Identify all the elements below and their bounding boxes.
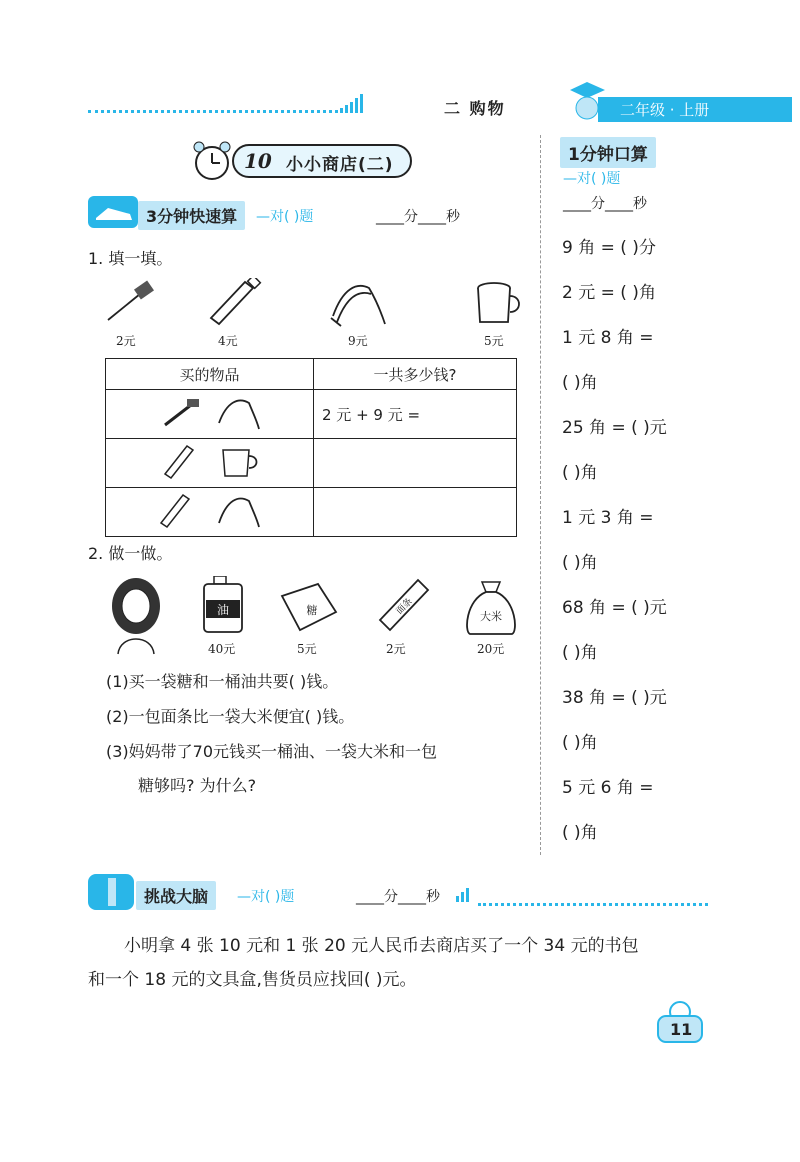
challenge-line1: 小明拿 4 张 10 元和 1 张 20 元人民币去商店买了一个 34 元的书包: [124, 936, 639, 956]
sugar-label: 糖: [306, 604, 318, 617]
q1-price-2: 4元: [218, 334, 238, 348]
mental-item-8: ( )角: [562, 553, 598, 573]
lesson-number: 10: [244, 149, 272, 173]
q1-label: 1. 填一填。: [88, 249, 173, 268]
lesson-title: 小小商店(二): [286, 155, 394, 175]
q1-table-header-total: 一共多少钱?: [314, 359, 517, 390]
q1-row3-items: [106, 488, 314, 537]
speed-section-title: 3分钟快速算: [138, 201, 245, 230]
q2-price-sugar: 5元: [297, 642, 317, 656]
q2-sub1: (1)买一袋糖和一桶油共要( )钱。: [106, 672, 339, 691]
mental-item-11: 38 角 = ( )元: [562, 688, 667, 708]
speed-time-min: 分: [404, 209, 418, 225]
mental-title: 1分钟口算: [560, 137, 656, 168]
challenge-title: 挑战大脑: [136, 881, 216, 910]
mental-item-12: ( )角: [562, 733, 598, 753]
q1-row2-items: [106, 439, 314, 488]
q2-sub2: (2)一包面条比一袋大米便宜( )钱。: [106, 707, 355, 726]
mental-item-3: 1 元 8 角 =: [562, 328, 654, 348]
lesson-title-box: [232, 144, 412, 178]
speed-time: ____分____秒: [376, 209, 460, 225]
q2-price-rice: 20元: [477, 642, 505, 656]
speed-score: —对( )题: [256, 209, 314, 225]
q2-price-oil: 40元: [208, 642, 236, 656]
mental-item-4: ( )角: [562, 373, 598, 393]
mental-item-6: ( )角: [562, 463, 598, 483]
giraffe-icon: [88, 874, 134, 910]
toothpaste-icon: [205, 278, 265, 328]
mental-time-sec: 秒: [633, 196, 647, 212]
q2-price-noodles: 2元: [386, 642, 406, 656]
q1-price-1: 2元: [116, 334, 136, 348]
q1-row1-items: [106, 390, 314, 439]
challenge-time: ____分____秒: [356, 889, 440, 905]
q1-row2-answer[interactable]: [314, 439, 517, 488]
q2-label: 2. 做一做。: [88, 544, 173, 563]
challenge-dotted-line: [478, 903, 708, 906]
page-number: 11: [670, 1020, 693, 1039]
mental-item-14: ( )角: [562, 823, 598, 843]
challenge-time-min: 分: [384, 889, 398, 905]
challenge-line2: 和一个 18 元的文具盒,售货员应找回( )元。: [88, 970, 417, 990]
header-dotted-line: [88, 110, 338, 113]
mug-icon: [470, 280, 525, 328]
mental-item-10: ( )角: [562, 643, 598, 663]
challenge-time-sec: 秒: [426, 889, 440, 905]
alarm-clock-icon: [190, 139, 234, 183]
grade-tag: 二年级 · 上册: [598, 97, 792, 122]
toothpaste-towel-icon: [107, 489, 312, 531]
toothpaste-mug-icon: [107, 440, 312, 482]
sugar-bag-icon: [278, 580, 340, 634]
speed-time-sec: 秒: [446, 209, 460, 225]
mental-item-13: 5 元 6 角 =: [562, 778, 654, 798]
mental-item-5: 25 角 = ( )元: [562, 418, 667, 438]
challenge-bars-icon: [456, 886, 476, 904]
toothbrush-icon: [102, 280, 157, 325]
mental-time-min: 分: [591, 196, 605, 212]
mental-time: ____分____秒: [563, 196, 647, 212]
rice-bag-icon: [462, 574, 520, 636]
mental-item-2: 2 元 = ( )角: [562, 283, 656, 303]
q1-row1-answer-text: 2 元 + 9 元 =: [322, 405, 421, 424]
q1-table: [105, 358, 517, 537]
q1-table-header-items: 买的物品: [106, 359, 314, 390]
mental-item-7: 1 元 3 角 =: [562, 508, 654, 528]
q2-sub3-line2: 糖够吗? 为什么?: [138, 776, 257, 795]
q1-price-3: 9元: [348, 334, 368, 348]
q2-sub3-line1: (3)妈妈带了70元钱买一桶油、一袋大米和一包: [106, 742, 438, 761]
mother-icon: [106, 574, 166, 656]
noodles-icon: [372, 574, 434, 636]
oil-label: 油: [216, 603, 230, 617]
chapter-title: 二 购物: [444, 99, 506, 118]
towel-icon: [325, 278, 390, 330]
toothbrush-towel-icon: [107, 391, 312, 433]
noodles-label: 面条: [394, 596, 415, 617]
mental-item-9: 68 角 = ( )元: [562, 598, 667, 618]
rice-label: 大米: [480, 610, 502, 623]
sneaker-icon: [88, 196, 138, 228]
q1-price-4: 5元: [484, 334, 504, 348]
mental-score: —对( )题: [563, 171, 621, 187]
oil-jug-icon: [200, 576, 248, 634]
q1-row3-answer[interactable]: [314, 488, 517, 537]
header-bars-icon: [340, 94, 366, 114]
q1-row1-answer[interactable]: [314, 390, 517, 439]
challenge-score: —对( )题: [237, 889, 295, 905]
column-divider: [540, 135, 541, 855]
mental-item-1: 9 角 = ( )分: [562, 238, 656, 258]
